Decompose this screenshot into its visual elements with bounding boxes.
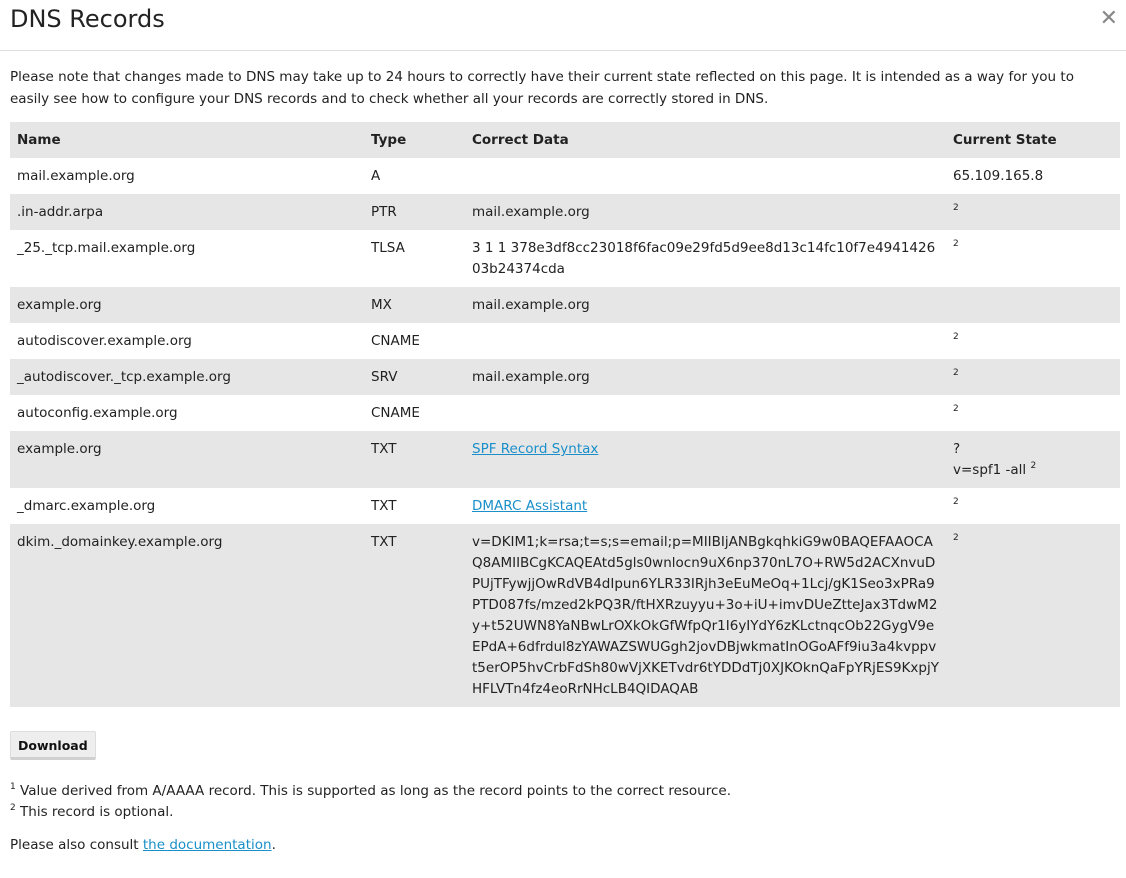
state-value: ?	[953, 441, 961, 457]
consult-prefix: Please also consult	[10, 837, 143, 853]
footnote-number: 1	[10, 782, 16, 792]
table-row	[10, 194, 1120, 230]
footnote-number: 2	[10, 803, 16, 813]
record-name: mail.example.org	[10, 158, 364, 194]
footnote-ref: 2	[953, 332, 959, 342]
table-row	[10, 359, 1120, 395]
record-state	[946, 524, 1120, 707]
consult-text	[10, 837, 276, 853]
table-row	[10, 230, 1120, 287]
table-row	[10, 488, 1120, 524]
record-data	[465, 323, 946, 359]
footnote-ref: 2	[953, 497, 959, 507]
table-row	[10, 287, 1120, 323]
documentation-link[interactable]: the documentation	[142, 837, 272, 853]
column-correct-data: Correct Data	[465, 122, 946, 158]
footnote-ref: 2	[953, 203, 959, 213]
table-row	[10, 158, 1120, 194]
record-data	[465, 488, 946, 524]
record-state	[946, 488, 1120, 524]
record-type: TXT	[364, 431, 465, 488]
intro-text: Please note that changes made to DNS may take up to 24 hours to correctly have their current state reflected on this page. It is intended as a way for you to easily see how to configure your DNS records and to check whether all your records are correctly stored in DNS.	[10, 69, 1074, 107]
table-row	[10, 431, 1120, 488]
state-value: v=spf1 -all	[953, 462, 1027, 478]
footnotes	[10, 781, 731, 823]
record-data: v=DKIM1;k=rsa;t=s;s=email;p=MIIBIjANBgkqhkiG9w0BAQEFAAOCAQ8AMIIBCgKCAQEAtd5gls0wnlocn9uX6np370nL7O+RW5d2ACXnvuDPUjTFywjjOwRdVB4dIpun6YLR33IRjh3eEuMeOq+1Lcj/gK1Seo3xPRa9PTD087fs/mzed2kPQ3R/ftHXRzuyyu+3o+iU+imvDUeZtteJax3TdwM2y+t52UWN8YaNBwLrOXkOkGfWfpQr1I6yIYdY6zKLctnqcOb22GygV9eEPdA+6dfrdul8zYAWAZSWUGgh2jovDBjwkmatInOGoAFf9iu3a4kvppvt5erOP5hvCrbFdSh80wVjXKETvdr6tYDDdTj0XJKOknQaFpYRjES9KxpjYHFLVTn4fz4eoRrNHcLB4QIDAQAB	[465, 524, 946, 707]
table-row	[10, 524, 1120, 707]
record-state: 65.109.165.8	[946, 158, 1120, 194]
record-data: 3 1 1 378e3df8cc23018f6fac09e29fd5d9ee8d13c14fc10f7e494142603b24374cda	[465, 230, 946, 287]
record-data	[465, 395, 946, 431]
table-header	[10, 122, 1120, 158]
record-state	[946, 287, 1120, 323]
record-name: _autodiscover._tcp.example.org	[10, 359, 364, 395]
footnote-ref: 2	[1030, 461, 1037, 471]
footnote-ref: 2	[953, 533, 959, 543]
record-data	[465, 158, 946, 194]
record-type: TXT	[364, 488, 465, 524]
column-type: Type	[364, 122, 465, 158]
footnote-text: This record is optional.	[15, 804, 174, 820]
record-state	[946, 323, 1120, 359]
record-state	[946, 431, 1120, 488]
record-data: mail.example.org	[465, 359, 946, 395]
footnote-ref: 2	[953, 368, 959, 378]
table-row	[10, 323, 1120, 359]
record-type: TLSA	[364, 230, 465, 287]
record-state	[946, 395, 1120, 431]
spf-record-syntax-link[interactable]: SPF Record Syntax	[472, 441, 599, 457]
table-row	[10, 395, 1120, 431]
record-name: autodiscover.example.org	[10, 323, 364, 359]
record-type: MX	[364, 287, 465, 323]
record-state	[946, 194, 1120, 230]
footnote-ref: 2	[953, 404, 959, 414]
record-name: _dmarc.example.org	[10, 488, 364, 524]
consult-suffix: .	[271, 837, 276, 853]
record-data: mail.example.org	[465, 194, 946, 230]
footnote	[10, 802, 731, 823]
column-current-state: Current State	[946, 122, 1120, 158]
record-data: mail.example.org	[465, 287, 946, 323]
record-type: PTR	[364, 194, 465, 230]
record-state	[946, 230, 1120, 287]
record-type: CNAME	[364, 323, 465, 359]
close-icon[interactable]: ✕	[1099, 6, 1118, 31]
record-type: CNAME	[364, 395, 465, 431]
record-name: _25._tcp.mail.example.org	[10, 230, 364, 287]
record-name: example.org	[10, 431, 364, 488]
footnote	[10, 781, 731, 802]
download-button[interactable]: Download	[10, 731, 96, 760]
record-name: .in-addr.arpa	[10, 194, 364, 230]
dns-records-table	[10, 122, 1120, 707]
dialog-header	[0, 0, 1126, 51]
dmarc-assistant-link[interactable]: DMARC Assistant	[472, 498, 588, 514]
record-state	[946, 359, 1120, 395]
column-name: Name	[10, 122, 364, 158]
record-type: TXT	[364, 524, 465, 707]
record-name: example.org	[10, 287, 364, 323]
dialog-title: DNS Records	[10, 5, 165, 33]
record-type: SRV	[364, 359, 465, 395]
record-name: dkim._domainkey.example.org	[10, 524, 364, 707]
footnote-ref: 2	[953, 239, 959, 249]
record-data	[465, 431, 946, 488]
record-name: autoconfig.example.org	[10, 395, 364, 431]
record-type: A	[364, 158, 465, 194]
footnote-text: Value derived from A/AAAA record. This is supported as long as the record points to the correct resource.	[15, 783, 731, 799]
